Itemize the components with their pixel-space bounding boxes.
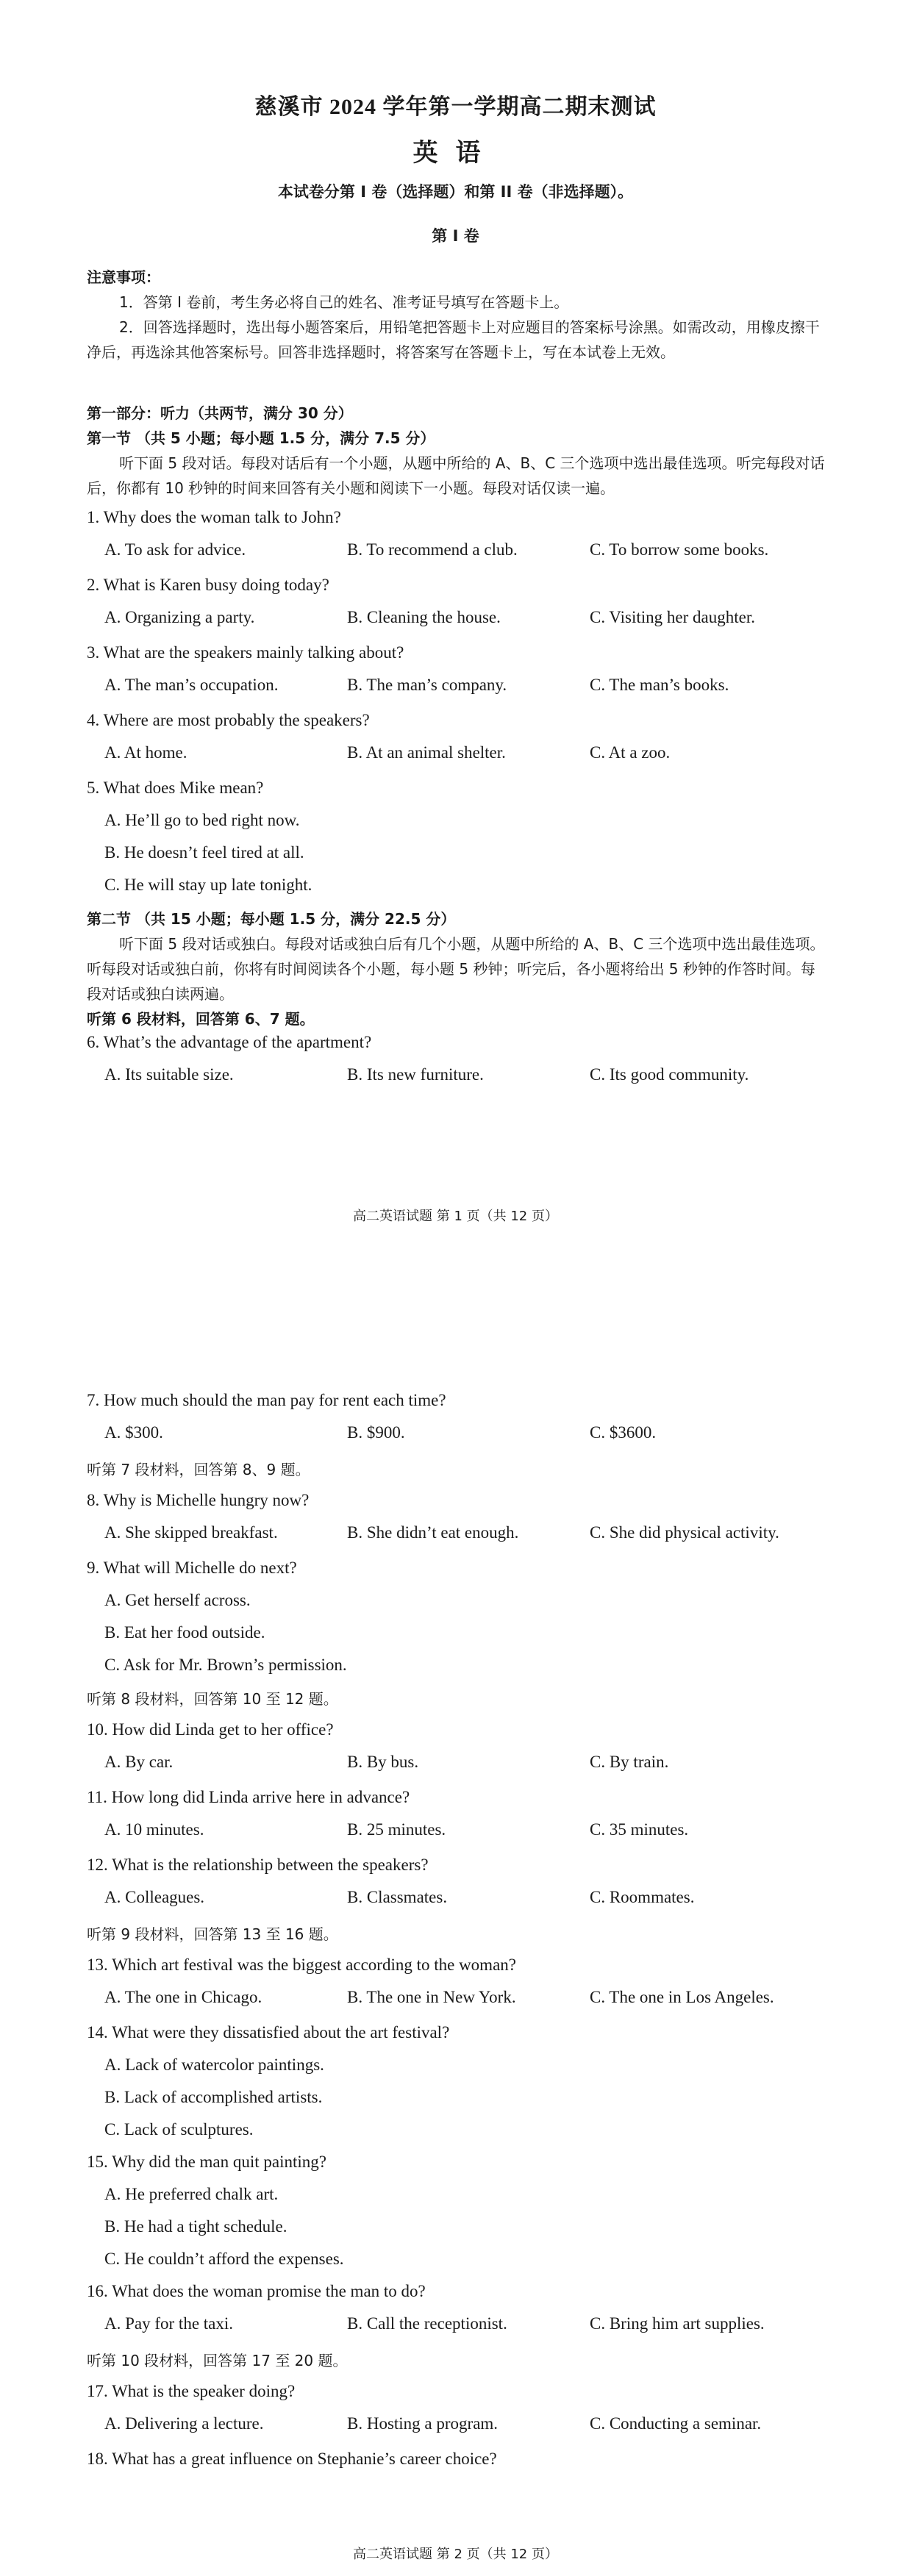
note-item-2: 2．回答选择题时，选出每小题答案后，用铅笔把答题卡上对应题目的答案标号涂黑。如需改动，用橡皮擦干净后，再选涂其他答案标号。回答非选择题时，将答案写在答题卡上，写在本试卷上无效。: [87, 318, 820, 361]
option-c: C. Conducting a seminar.: [590, 2414, 762, 2433]
part1-block: [87, 401, 829, 1099]
question-stem: 3. What are the speakers mainly talking about?: [87, 643, 404, 662]
material-instruction: 听第 10 段材料，回答第 17 至 20 题。: [87, 2352, 348, 2369]
part1-heading: 第一部分：听力（共两节，满分 30 分）: [87, 404, 353, 422]
question-stem: 7. How much should the man pay for rent each time?: [87, 1391, 446, 1409]
section2-heading: 第二节 （共 15 小题；每小题 1.5 分，满分 22.5 分）: [87, 910, 456, 928]
option-c: C. Roommates.: [590, 1888, 695, 1906]
option-c: C. At a zoo.: [590, 743, 671, 762]
page-footer: 高二英语试题 第 2 页（共 12 页）: [353, 2547, 558, 2562]
option-a: A. Its suitable size.: [104, 1065, 234, 1084]
question-stem: 13. Which art festival was the biggest according to the woman?: [87, 1956, 516, 1974]
question-options: [87, 607, 829, 642]
option-a: A. He preferred chalk art.: [104, 2185, 279, 2203]
question-options: [87, 1819, 829, 1854]
option-b: B. He doesn’t feel tired at all.: [104, 843, 304, 862]
option-c: C. Its good community.: [590, 1065, 749, 1084]
question-stem: 18. What has a great influence on Stephanie’s career choice?: [87, 2450, 497, 2468]
page-2: [0, 1323, 911, 2576]
question-options: [87, 1751, 829, 1786]
question-options: [87, 539, 829, 574]
option-a: A. Organizing a party.: [104, 608, 255, 626]
option-a: A. By car.: [104, 1753, 174, 1771]
option-a: A. 10 minutes.: [104, 1820, 204, 1839]
question-stem: 15. Why did the man quit painting?: [87, 2153, 326, 2171]
question-options: [87, 1986, 829, 2022]
option-b: B. Cleaning the house.: [347, 608, 501, 626]
exam-intro: 本试卷分第 I 卷（选择题）和第 II 卷（非选择题）。: [277, 183, 634, 201]
question-stem: 10. How did Linda get to her office?: [87, 1720, 334, 1739]
material-instruction: 听第 6 段材料，回答第 6、7 题。: [87, 1010, 315, 1028]
option-b: B. Its new furniture.: [347, 1065, 484, 1084]
option-a: A. He’ll go to bed right now.: [104, 811, 300, 829]
question-stem: 12. What is the relationship between the speakers?: [87, 1856, 429, 1874]
option-c: C. Lack of sculptures.: [104, 2120, 254, 2139]
option-c: C. 35 minutes.: [590, 1820, 689, 1839]
section2-instructions: 听下面 5 段对话或独白。每段对话或独白后有几个小题，从题中所给的 A、B、C 三个选项中选出最佳选项。听每段对话或独白前，你将有时间阅读各个小题，每小题 5 秒钟；听完后，各小题将给出 5 秒钟的作答时间。每段对话或独白读两遍。: [87, 935, 825, 1003]
option-a: A. The one in Chicago.: [104, 1988, 262, 2006]
option-c: C. The one in Los Angeles.: [590, 1988, 774, 2006]
question-stem: 14. What were they dissatisfied about the art festival?: [87, 2023, 450, 2042]
option-c: C. He couldn’t afford the expenses.: [104, 2250, 344, 2268]
option-b: B. 25 minutes.: [347, 1820, 446, 1839]
option-b: B. She didn’t eat enough.: [347, 1523, 519, 1542]
exam-title: 慈溪市 2024 学年第一学期高二期末测试: [254, 95, 657, 119]
option-c: C. To borrow some books.: [590, 540, 769, 559]
option-a: A. Get herself across.: [104, 1591, 251, 1609]
option-b: B. The one in New York.: [347, 1988, 516, 2006]
question-stem: 9. What will Michelle do next?: [87, 1559, 297, 1577]
option-c: C. Ask for Mr. Brown’s permission.: [104, 1656, 347, 1674]
option-b: B. Eat her food outside.: [104, 1623, 265, 1642]
option-a: A. Pay for the taxi.: [104, 2314, 234, 2333]
question-options: [87, 1064, 829, 1099]
question-stem: 2. What is Karen busy doing today?: [87, 576, 329, 594]
page-footer: 高二英语试题 第 1 页（共 12 页）: [353, 1209, 558, 1224]
option-b: B. The man’s company.: [347, 676, 507, 694]
question-stem: 16. What does the woman promise the man to do?: [87, 2282, 426, 2300]
question-stem: 4. Where are most probably the speakers?: [87, 711, 370, 729]
option-b: B. Classmates.: [347, 1888, 448, 1906]
volume-heading: 第 I 卷: [432, 227, 479, 245]
question-stem: 5. What does Mike mean?: [87, 779, 264, 797]
option-a: A. The man’s occupation.: [104, 676, 279, 694]
section1-heading: 第一节 （共 5 小题；每小题 1.5 分，满分 7.5 分）: [87, 429, 435, 447]
option-a: A. Lack of watercolor paintings.: [104, 2056, 324, 2074]
option-c: C. $3600.: [590, 1423, 657, 1442]
option-c: C. She did physical activity.: [590, 1523, 779, 1542]
option-a: A. Delivering a lecture.: [104, 2414, 264, 2433]
question-stem: 11. How long did Linda arrive here in advance?: [87, 1788, 410, 1806]
option-c: C. Visiting her daughter.: [590, 608, 755, 626]
option-b: B. Call the receptionist.: [347, 2314, 507, 2333]
option-b: B. At an animal shelter.: [347, 743, 506, 762]
section1-instructions: 听下面 5 段对话。每段对话后有一个小题，从题中所给的 A、B、C 三个选项中选出最佳选项。听完每段对话后，你都有 10 秒钟的时间来回答有关小题和阅读下一小题。每段对话仅读一遍。: [87, 454, 825, 497]
question-options: [87, 2413, 829, 2448]
exam-subject: 英语: [412, 140, 499, 167]
question-options: [87, 742, 829, 777]
material-instruction: 听第 9 段材料，回答第 13 至 16 题。: [87, 1925, 338, 1943]
question-options: [87, 1886, 829, 1922]
notes-heading: 注意事项：: [87, 268, 160, 286]
option-b: B. He had a tight schedule.: [104, 2217, 287, 2236]
material-instruction: 听第 8 段材料，回答第 10 至 12 题。: [87, 1690, 338, 1708]
option-a: A. She skipped breakfast.: [104, 1523, 278, 1542]
notes-block: [87, 265, 829, 365]
option-b: B. $900.: [347, 1423, 405, 1442]
material-instruction: 听第 7 段材料，回答第 8、9 题。: [87, 1461, 310, 1478]
page-1: [0, 0, 911, 1235]
option-b: B. Lack of accomplished artists.: [104, 2088, 323, 2106]
option-c: C. Bring him art supplies.: [590, 2314, 765, 2333]
question-stem: 8. Why is Michelle hungry now?: [87, 1491, 310, 1509]
option-a: A. Colleagues.: [104, 1888, 205, 1906]
question-stem: 6. What’s the advantage of the apartment?: [87, 1033, 372, 1051]
option-c: C. The man’s books.: [590, 676, 729, 694]
page2-block: [87, 1389, 829, 2480]
question-options: [87, 1522, 829, 1557]
option-a: A. To ask for advice.: [104, 540, 246, 559]
question-options: [87, 1422, 829, 1457]
option-a: A. At home.: [104, 743, 187, 762]
question-options: [87, 674, 829, 709]
question-options: [87, 2313, 829, 2348]
option-c: C. He will stay up late tonight.: [104, 876, 312, 894]
option-b: B. To recommend a club.: [347, 540, 518, 559]
option-c: C. By train.: [590, 1753, 669, 1771]
option-b: B. Hosting a program.: [347, 2414, 499, 2433]
option-b: B. By bus.: [347, 1753, 419, 1771]
option-a: A. $300.: [104, 1423, 163, 1442]
question-stem: 1. Why does the woman talk to John?: [87, 508, 341, 526]
question-stem: 17. What is the speaker doing?: [87, 2382, 296, 2400]
note-item-1: 1．答第 I 卷前，考生务必将自己的姓名、准考证号填写在答题卡上。: [119, 293, 569, 311]
